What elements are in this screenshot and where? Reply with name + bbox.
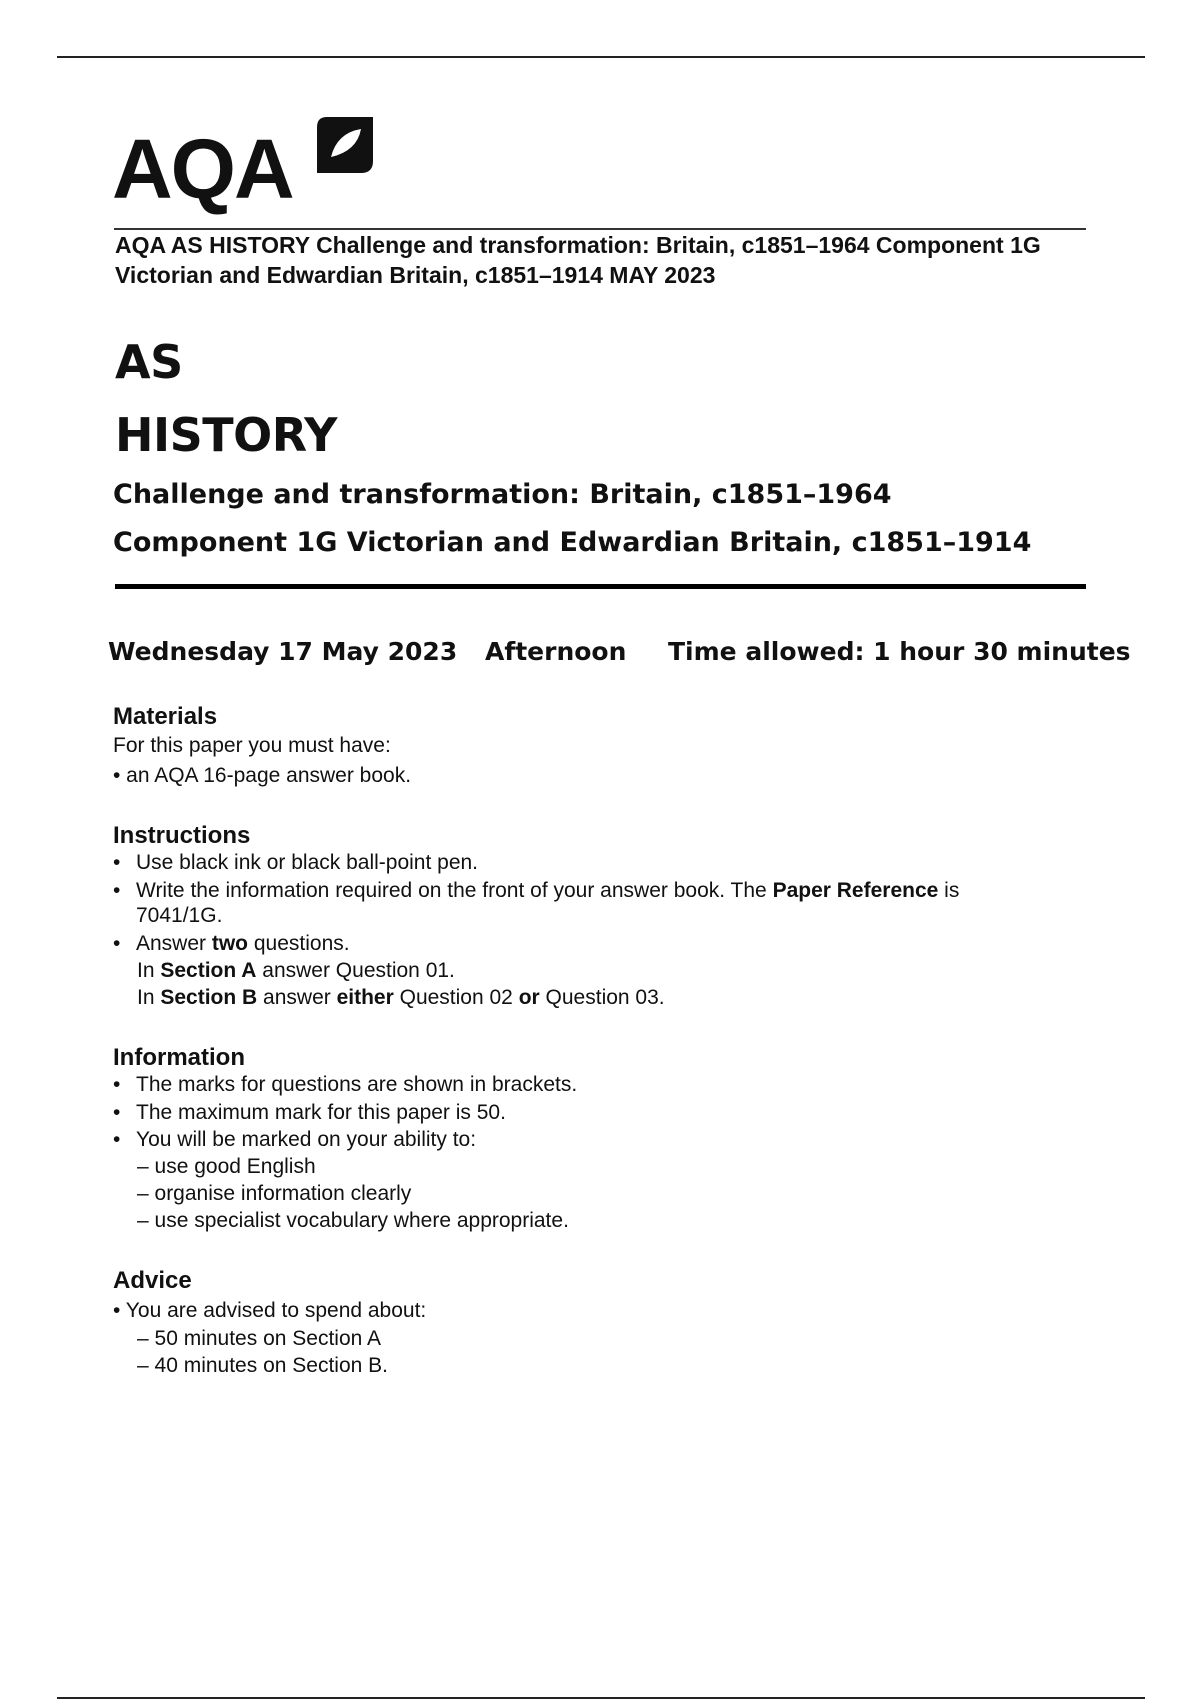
instruction-section-a: In Section A answer Question 01. [137,959,455,982]
information-sub-2: – organise information clearly [137,1182,412,1205]
advice-item: • You are advised to spend about: [113,1299,427,1322]
header-line-2: Victorian and Edwardian Britain, c1851–1914 MAY 2023 [115,262,716,288]
information-bullet: • [113,1101,121,1124]
instructions-heading: Instructions [113,822,251,849]
information-item-3: You will be marked on your ability to: [136,1128,477,1151]
title-divider [115,584,1086,589]
information-sub-1: – use good English [137,1155,316,1178]
information-bullet: • [113,1128,121,1151]
information-item-2: The maximum mark for this paper is 50. [136,1101,506,1124]
instruction-item-2: Write the information required on the front of your answer book. The Paper Reference is [136,879,960,902]
information-item-1: The marks for questions are shown in brackets. [136,1073,578,1096]
aqa-logo-text: AQA [112,122,293,216]
exam-session: Afternoon [485,637,627,666]
aqa-logo [112,115,377,216]
instruction-bullet: • [113,932,121,955]
advice-sub-2: – 40 minutes on Section B. [137,1354,388,1377]
instruction-item-2-cont: 7041/1G. [136,904,223,927]
information-sub-3: – use specialist vocabulary where appropriate. [137,1209,569,1232]
instruction-item-1: Use black ink or black ball-point pen. [136,851,479,874]
time-allowed: Time allowed: 1 hour 30 minutes [668,637,1131,666]
subject-title: HISTORY [115,408,337,462]
information-heading: Information [113,1044,245,1071]
header-line-1: AQA AS HISTORY Challenge and transformation: Britain, c1851–1964 Component 1G [115,232,1041,258]
component-title: Component 1G Victorian and Edwardian Britain, c1851–1914 [113,527,1032,558]
header-rule [114,228,1086,230]
qualification-title: AS [115,335,183,389]
exam-date: Wednesday 17 May 2023 [108,637,458,666]
materials-intro: For this paper you must have: [113,734,391,757]
advice-heading: Advice [113,1267,192,1294]
materials-heading: Materials [113,703,218,730]
aqa-leaf-mark-icon [317,117,373,173]
materials-item: • an AQA 16-page answer book. [113,764,412,787]
paper-title: Challenge and transformation: Britain, c1851–1964 [113,479,892,510]
top-rule [57,56,1145,58]
instruction-section-b: In Section B answer either Question 02 or Question 03. [137,986,665,1009]
instruction-bullet: • [113,851,121,874]
instruction-item-3: Answer two questions. [136,932,350,955]
advice-sub-1: – 50 minutes on Section A [137,1327,381,1350]
instruction-bullet: • [113,879,121,902]
bottom-rule [57,1697,1145,1699]
information-bullet: • [113,1073,121,1096]
